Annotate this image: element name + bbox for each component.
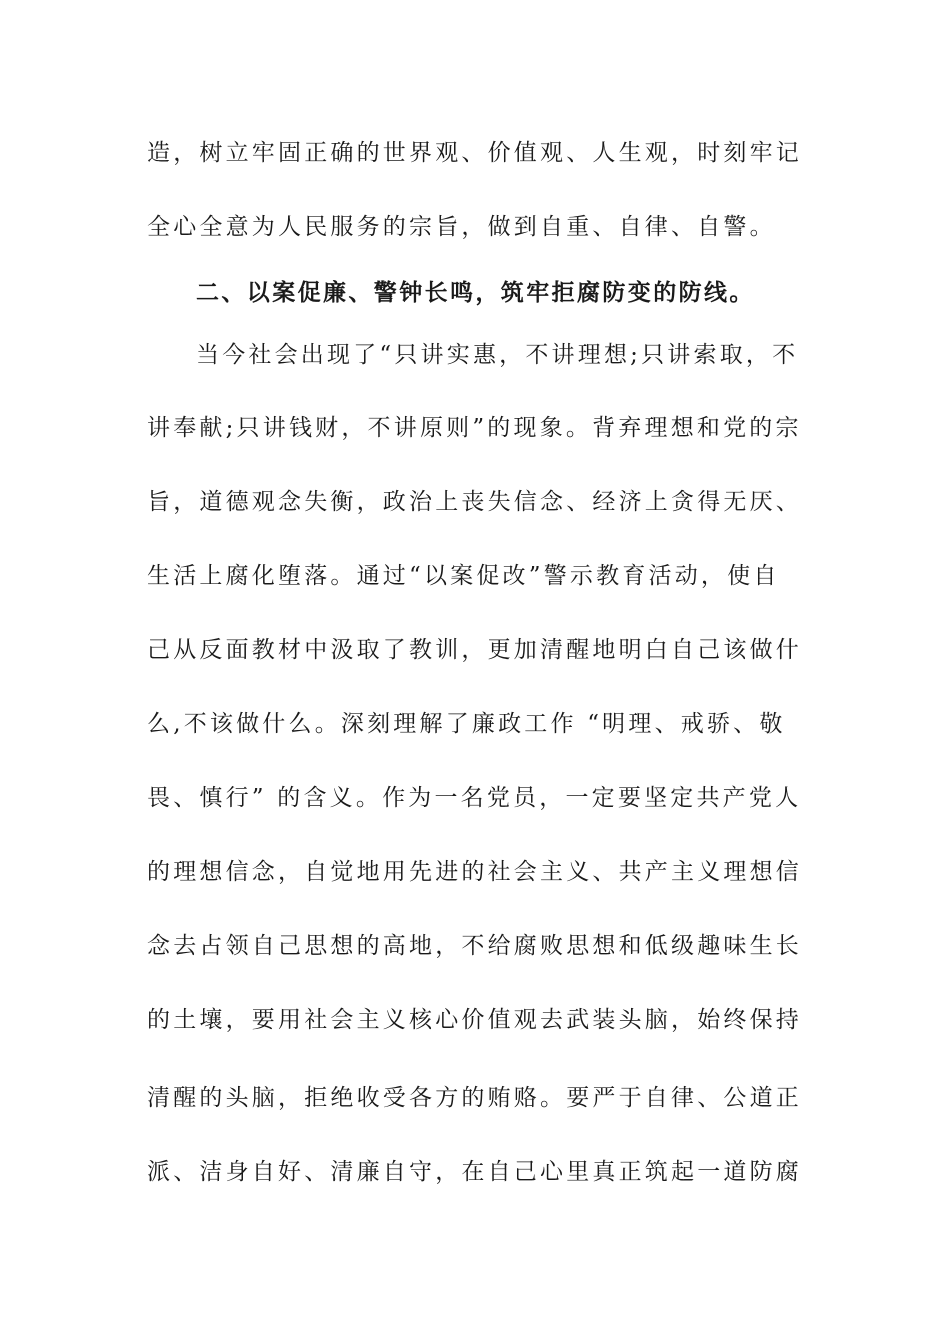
text-line: 全心全意为人民服务的宗旨，做到自重、自律、自警。	[147, 214, 776, 240]
text-line: 念去占领自己思想的高地，不给腐败思想和低级趣味生长	[147, 933, 802, 959]
text-line: 旨，道德观念失衡，政治上丧失信念、经济上贪得无厌、	[147, 489, 802, 515]
text-line: 当今社会出现了“只讲实惠，不讲理想;只讲索取，不	[196, 342, 799, 368]
text-line: 派、洁身自好、清廉自守，在自己心里真正筑起一道防腐	[147, 1159, 802, 1185]
text-line: 清醒的头脑，拒绝收受各方的贿赂。要严于自律、公道正	[147, 1085, 802, 1111]
text-line: 畏、慎行” 的含义。作为一名党员，一定要坚定共产党人	[147, 785, 802, 811]
text-line: 己从反面教材中汲取了教训，更加清醒地明白自己该做什	[147, 637, 802, 663]
text-line: 的土壤，要用社会主义核心价值观去武装头脑，始终保持	[147, 1007, 802, 1033]
section-heading: 二、以案促廉、警钟长鸣，筑牢拒腐防变的防线。	[196, 279, 755, 306]
text-line: 的理想信念，自觉地用先进的社会主义、共产主义理想信	[147, 859, 802, 885]
text-line: 造，树立牢固正确的世界观、价值观、人生观，时刻牢记	[147, 140, 802, 166]
text-line: 么,不该做什么。深刻理解了廉政工作 “明理、戒骄、敬	[147, 711, 786, 737]
text-line: 讲奉献;只讲钱财，不讲原则”的现象。背弃理想和党的宗	[147, 415, 802, 441]
text-line: 生活上腐化堕落。通过“以案促改”警示教育活动，使自	[147, 563, 780, 589]
